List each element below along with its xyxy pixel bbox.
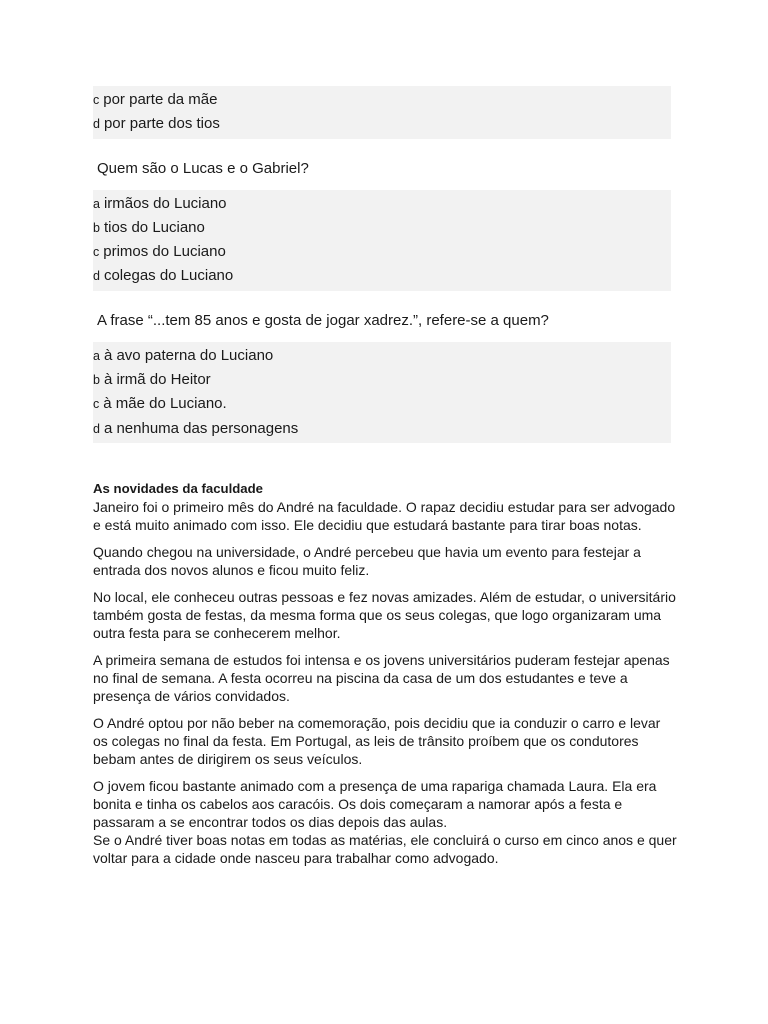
option-a[interactable]: a irmãos do Luciano: [93, 194, 227, 212]
option-a[interactable]: a à avo paterna do Luciano: [93, 346, 274, 364]
option-c[interactable]: c por parte da mãe: [93, 91, 218, 108]
story-paragraph: Se o André tiver boas notas em todas as matérias, ele concluirá o curso em cinco anos e quer voltar para a cidade onde nasceu para trabalhar como advogado.: [93, 831, 677, 866]
option-b[interactable]: b tios do Luciano: [93, 218, 205, 236]
story-paragraph: No local, ele conheceu outras pessoas e fez novas amizades. Além de estudar, o universitário também gosta de festas, da mesma forma que os seus colegas, que logo organizaram uma outra festa para se conhecerem melhor.: [93, 588, 676, 641]
story-paragraph: A primeira semana de estudos foi intensa e os jovens universitários puderam festejar apenas no final de semana. A festa ocorreu na piscina da casa de um dos estudantes e teve a presença de vários convidados.: [93, 651, 670, 704]
story-paragraph: O André optou por não beber na comemoração, pois decidiu que ia conduzir o carro e levar os colegas no final da festa. Em Portugal, as leis de trânsito proíbem que os condutores bebam antes de dirigirem os seus veículos.: [93, 714, 661, 767]
options-block-q2: [93, 190, 671, 291]
options-block-q1: [93, 86, 671, 139]
question-3: A frase “...tem 85 anos e gosta de jogar xadrez.”, refere-se a quem?: [97, 311, 549, 329]
option-c[interactable]: c à mãe do Luciano.: [93, 395, 227, 413]
story-title: As novidades da faculdade: [93, 480, 264, 496]
option-d[interactable]: d colegas do Luciano: [93, 267, 234, 285]
question-2: Quem são o Lucas e o Gabriel?: [97, 159, 309, 177]
story-paragraph: O jovem ficou bastante animado com a presença de uma rapariga chamada Laura. Ela era bonita e tinha os cabelos aos caracóis. Os dois começaram a namorar após a festa e passaram a se encontrar todos os dias depois das aulas.: [93, 777, 657, 830]
option-c[interactable]: c primos do Luciano: [93, 243, 226, 261]
document-page: [93, 86, 678, 867]
option-d[interactable]: d a nenhuma das personagens: [93, 419, 299, 437]
story-paragraph: Quando chegou na universidade, o André percebeu que havia um evento para festejar a entrada dos novos alunos e ficou muito feliz.: [93, 543, 641, 578]
options-block-q3: [93, 342, 671, 443]
option-d[interactable]: d por parte dos tios: [93, 115, 220, 133]
story-paragraph: Janeiro foi o primeiro mês do André na faculdade. O rapaz decidiu estudar para ser advogado e está muito animado com isso. Ele decidiu que estudará bastante para tirar boas notas.: [93, 498, 676, 533]
option-b[interactable]: b à irmã do Heitor: [93, 371, 211, 389]
